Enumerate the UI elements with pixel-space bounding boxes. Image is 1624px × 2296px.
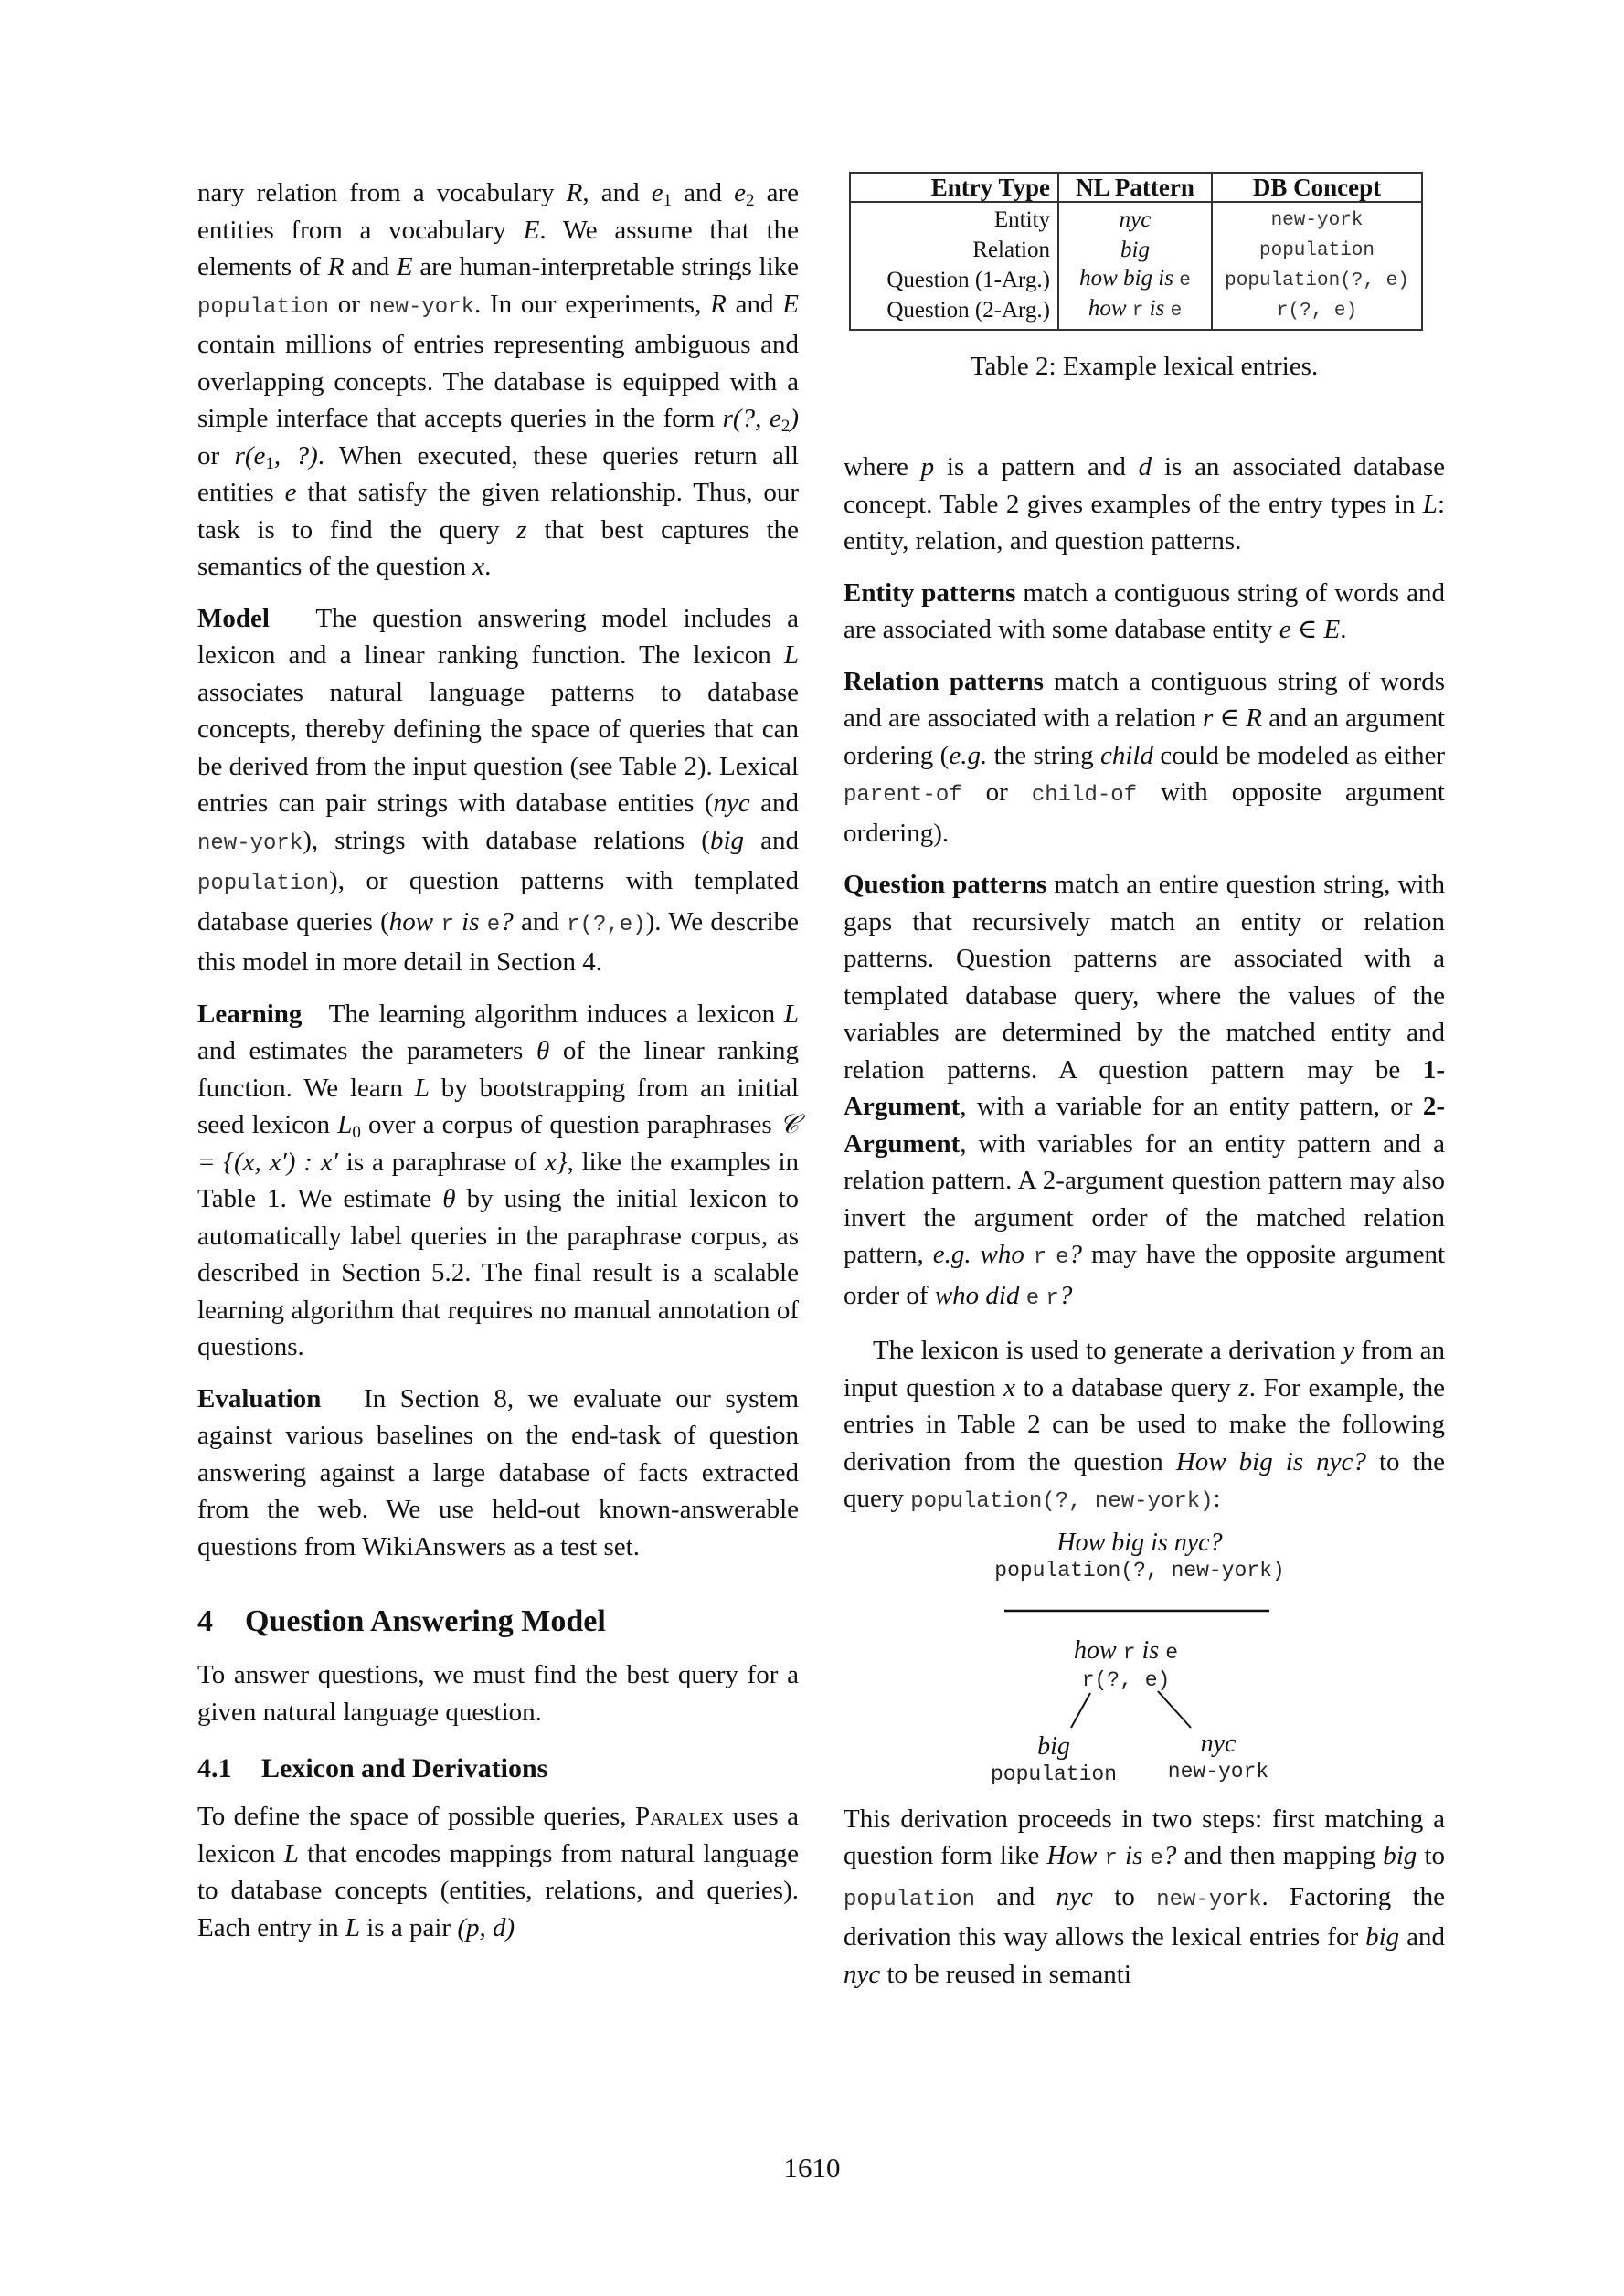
math-query: , ?): [273, 440, 318, 471]
text: is a pair: [360, 1912, 458, 1942]
subscript: 1: [663, 191, 673, 210]
italic-term: how: [1074, 1635, 1117, 1665]
code-term: r: [1046, 1286, 1059, 1311]
text: that best captures the semantics of the question: [197, 514, 799, 581]
entity-patterns-paragraph: [844, 575, 1445, 649]
where-paragraph: [844, 449, 1445, 560]
text: to: [1417, 1841, 1446, 1870]
paragraph-heading: Entity patterns: [844, 577, 1016, 608]
code-term: e: [1150, 1846, 1163, 1871]
text: This derivation proceeds in two steps: first matching a question form like: [844, 1804, 1445, 1870]
text: , with a variable for an entity pattern, or: [960, 1092, 1423, 1121]
table-row: [850, 235, 1422, 265]
text: of the linear ranking function. We learn: [197, 1036, 800, 1103]
code-term: child-of: [1031, 783, 1138, 808]
subsection-heading: [197, 1751, 799, 1787]
text: , with variables for an entity pattern and a relation pattern. A 2-argument question pattern may also invert the argument order of the matched relation pattern,: [844, 1128, 1445, 1269]
italic-term: is: [462, 906, 480, 936]
italic-term: is: [1125, 1841, 1143, 1870]
italic-term: e.g.: [949, 740, 988, 770]
italic-term: child: [1100, 740, 1153, 770]
relation-patterns-paragraph: [844, 663, 1445, 852]
db-concept-cell: [1212, 202, 1422, 235]
learning-paragraph: [197, 996, 799, 1366]
nl-pattern-variable: e: [1179, 270, 1191, 291]
derivation-nl: big: [1037, 1731, 1070, 1761]
db-concept-cell: [1212, 235, 1422, 265]
italic-term: ?: [500, 906, 514, 936]
text: match an entire question string, with gaps that recursively match an entity or relation patterns. Question patterns are associated with a templated database query, where the values of the variables are determined by the matched entity and relation patterns. A question pattern may be: [844, 870, 1445, 1085]
italic-term: nyc: [713, 788, 750, 818]
italic-term: ?: [1162, 1841, 1177, 1870]
section-number: 4: [197, 1604, 213, 1638]
math-L: L: [414, 1073, 430, 1103]
math-p: p: [920, 452, 935, 481]
nl-pattern-variable: r: [1131, 301, 1144, 322]
math-expression: r ∈ R: [1203, 704, 1262, 733]
nl-pattern-cell: [1058, 295, 1212, 330]
text: , and: [582, 178, 652, 207]
code-term: e: [1056, 1245, 1069, 1270]
right-column: [844, 449, 1445, 1993]
section-intro-paragraph: To answer questions, we must find the best query for a given natural language question.: [197, 1660, 799, 1727]
column-header: DB Concept: [1212, 173, 1422, 202]
text: and: [513, 906, 568, 936]
lexicon-derivation-paragraph: [844, 1332, 1445, 1521]
column-header: Entry Type: [850, 173, 1058, 202]
text: : entity, relation, and question patterns.: [844, 489, 1445, 555]
italic-term: How big is nyc?: [1175, 1446, 1366, 1476]
db-concept: population(?, e): [1225, 270, 1409, 291]
italic-term: how: [388, 906, 434, 936]
evaluation-paragraph: [197, 1381, 799, 1566]
math-d: d: [1138, 452, 1152, 481]
italic-term: nyc: [1056, 1881, 1093, 1911]
text: with opposite argument ordering).: [844, 778, 1445, 848]
text: . For example, the entries in Table 2 can be used to make the following derivation from the question: [844, 1372, 1445, 1476]
text: to: [1092, 1881, 1157, 1911]
entry-type-cell: Question (1-Arg.): [886, 267, 1050, 292]
page-number: 1610: [783, 2152, 841, 2184]
paragraph-heading: Evaluation: [197, 1383, 322, 1413]
model-paragraph: [197, 600, 799, 981]
nl-pattern-cell: [1058, 202, 1212, 235]
text: to the query: [844, 1446, 1445, 1513]
math-L: L: [345, 1912, 360, 1942]
text: contain millions of entries representing ambiguous and overlapping concepts. The database is equipped with a simple interface that accepts queries in the form: [197, 330, 799, 433]
text: from an input question: [844, 1336, 1445, 1402]
code-term: population: [844, 1887, 976, 1912]
code-term: parent-of: [844, 783, 962, 808]
code-term: population: [197, 872, 330, 896]
code-term: e: [486, 912, 501, 937]
nl-pattern-cell: [1058, 235, 1212, 265]
derivation-nl: nyc: [1200, 1729, 1237, 1758]
table-row: [850, 295, 1422, 330]
code-term: new-york: [368, 294, 474, 320]
math-expression: e ∈ E: [1279, 615, 1341, 644]
derivation-relation-node: [985, 1732, 1122, 1787]
math-query: r(?, e: [722, 404, 781, 433]
italic-term: nyc: [844, 1959, 881, 1989]
math-R: R: [327, 252, 345, 281]
text: are human-interpretable strings like: [412, 252, 800, 281]
math-x: x: [1003, 1372, 1015, 1402]
entry-type-cell: Entity: [993, 206, 1050, 232]
text: ), or question patterns with templated database queries (: [197, 866, 799, 936]
math-x-prime: x′: [320, 1147, 338, 1177]
text: to be reused in semanti: [880, 1959, 1131, 1989]
text: To define the space of possible queries,: [197, 1802, 635, 1831]
section-heading: [197, 1602, 799, 1642]
nl-pattern-variable: e: [1170, 301, 1183, 322]
db-concept-cell: [1212, 295, 1422, 330]
math-x: x}: [545, 1147, 568, 1177]
math-pair: (p, d): [457, 1912, 515, 1942]
paragraph-heading: Question patterns: [844, 870, 1047, 899]
math-e: e: [734, 178, 746, 207]
text: .: [1340, 615, 1347, 644]
text: :: [1213, 1484, 1221, 1513]
code-term: r(?,e): [567, 912, 646, 937]
text: . When executed, these queries return all entities: [197, 440, 799, 507]
math-theta: θ: [442, 1184, 456, 1213]
code-term: r: [1122, 1640, 1136, 1665]
text: or: [329, 289, 369, 319]
entry-type-cell: Question (2-Arg.): [886, 297, 1050, 323]
math-e: e: [651, 178, 663, 207]
math-y: y: [1343, 1336, 1355, 1365]
bold-term: 2-Argument: [844, 1092, 1445, 1159]
bold-term: 1-Argument: [844, 1054, 1445, 1121]
nl-pattern: how: [1088, 296, 1127, 321]
text: that satisfy the given relationship. Thus, our task is to find the query: [197, 478, 799, 545]
text: is an associated database concept. Table 2 gives examples of the entry types in: [844, 452, 1446, 519]
paragraph-heading: Model: [197, 603, 270, 633]
section-title: Question Answering Model: [245, 1604, 606, 1638]
italic-term: ?: [1068, 1240, 1083, 1269]
subscript: 2: [746, 191, 755, 210]
math-query: ): [790, 404, 799, 433]
text: and: [726, 289, 783, 319]
nl-pattern: is: [1149, 296, 1165, 321]
text: by bootstrapping from an initial seed lexicon: [197, 1073, 800, 1139]
text: and then mapping: [1176, 1841, 1384, 1870]
paragraph-heading: Learning: [197, 999, 303, 1029]
text: to a database query: [1015, 1372, 1239, 1402]
text: The lexicon is used to generate a derivation: [873, 1336, 1343, 1365]
math-z: z: [516, 514, 527, 545]
derivation-nl: How big is nyc?: [1056, 1528, 1223, 1557]
code-term: population: [197, 294, 330, 320]
text: the string: [987, 740, 1100, 770]
text: uses a lexicon: [197, 1802, 799, 1868]
subscript: 1: [265, 453, 274, 473]
text: and: [749, 788, 799, 818]
math-L: L: [1422, 489, 1438, 519]
math-E: E: [396, 252, 413, 281]
text: may have the opposite argument order of: [844, 1240, 1446, 1310]
lexicon-paragraph: [197, 1798, 799, 1946]
code-term: e: [1025, 1286, 1040, 1311]
subsection-number: 4.1: [197, 1753, 232, 1783]
derivation-query: new-york: [1167, 1759, 1269, 1783]
text: associates natural language patterns to database concepts, thereby defining the space of queries that can be derived from the input question (see Table 2). Lexical entries can pair strings with database entities (: [197, 677, 799, 818]
code-term: new-york: [1156, 1887, 1262, 1912]
text: could be modeled as either: [1153, 740, 1445, 770]
italic-term: is: [1141, 1635, 1160, 1665]
derivation-root-node: [961, 1529, 1318, 1583]
math-z: z: [1238, 1372, 1249, 1402]
text: . We assume that the elements of: [197, 215, 799, 281]
text: .: [484, 552, 492, 581]
text: nary relation from a vocabulary: [197, 178, 567, 207]
text: match a contiguous string of words and are associated with a relation: [844, 666, 1445, 733]
text: are entities from a vocabulary: [197, 178, 799, 245]
text: and: [975, 1881, 1056, 1911]
text: , like the examples in Table 1. We estimate: [197, 1147, 800, 1213]
math-x: x: [472, 552, 485, 581]
math-L0: L: [337, 1110, 353, 1139]
code-term: e: [1165, 1640, 1178, 1665]
lexical-entries-table: [849, 172, 1423, 331]
text: and: [672, 178, 735, 207]
nl-pattern: big: [1120, 237, 1150, 262]
text: . In our experiments,: [473, 289, 711, 319]
italic-term: who did: [934, 1280, 1020, 1310]
text: and: [1399, 1922, 1445, 1952]
table-row: [850, 265, 1422, 295]
text: ). We describe this model in more detail in Section 4.: [197, 906, 800, 977]
intro-paragraph: [197, 175, 799, 586]
subscript: 2: [780, 417, 791, 436]
paragraph-heading: Relation patterns: [844, 666, 1044, 696]
table-header-row: [850, 173, 1422, 202]
table-row: [850, 202, 1422, 235]
code-term: r: [1104, 1846, 1118, 1871]
text: over a corpus of question paraphrases: [360, 1110, 780, 1139]
italic-term: e.g.: [932, 1240, 971, 1269]
code-term: r: [440, 912, 454, 937]
code-term: new-york: [197, 831, 303, 856]
math-L: L: [783, 999, 799, 1029]
left-column: [197, 175, 799, 1946]
text: ), strings with database relations (: [303, 825, 710, 855]
question-patterns-paragraph: [844, 866, 1445, 1317]
entry-type-cell: Relation: [972, 237, 1050, 262]
text: match a contiguous string of words and are associated with some database entity: [844, 577, 1445, 644]
text: and estimates the parameters: [197, 1036, 536, 1065]
math-corpus: 𝒞 = {(x, x′) :: [197, 1110, 800, 1177]
math-L: L: [783, 640, 799, 670]
italic-term: big: [1365, 1922, 1400, 1952]
italic-term: who: [980, 1240, 1024, 1269]
text: by using the initial lexicon to automatically label queries in the paraphrase corpus, as described in Section 5.2. The final result is a scalable learning algorithm that requires no manual annotation of questions.: [197, 1184, 800, 1361]
derivation-question-node: [1035, 1636, 1217, 1693]
text: The learning algorithm induces a lexicon: [328, 999, 784, 1029]
text: and: [344, 252, 397, 281]
nl-pattern: how big is: [1079, 266, 1173, 291]
math-E: E: [523, 215, 540, 245]
math-R: R: [710, 289, 727, 319]
text: where: [844, 452, 921, 481]
text: and: [744, 825, 800, 855]
derivation-query: r(?, e): [1081, 1667, 1171, 1692]
db-concept: r(?, e): [1276, 301, 1358, 322]
nl-pattern-cell: [1058, 265, 1212, 295]
nl-pattern: nyc: [1119, 206, 1152, 232]
text: is a pattern and: [934, 452, 1139, 481]
text: . Factoring the derivation this way allows the lexical entries for: [844, 1881, 1446, 1952]
text: or: [961, 778, 1032, 807]
code-term: r: [1033, 1245, 1047, 1270]
math-L: L: [283, 1838, 299, 1868]
subsection-title: Lexicon and Derivations: [261, 1753, 548, 1783]
text: and an argument ordering (: [844, 704, 1445, 770]
math-R: R: [566, 178, 583, 207]
code-term: population(?, new-york): [910, 1489, 1214, 1514]
subscript: 0: [352, 1123, 361, 1142]
text: that encodes mappings from natural language to database concepts (entities, relations, and queries). Each entry in: [197, 1838, 799, 1942]
db-concept: population: [1258, 240, 1375, 261]
italic-term: big: [709, 825, 745, 855]
db-concept-cell: [1212, 265, 1422, 295]
db-concept: new-york: [1270, 210, 1364, 231]
system-name: Paralex: [635, 1802, 725, 1831]
math-e: e: [284, 478, 297, 507]
math-theta: θ: [536, 1036, 550, 1065]
italic-term: ?: [1058, 1280, 1073, 1310]
italic-term: big: [1383, 1841, 1417, 1870]
derivation-query: population(?, new-york): [994, 1558, 1285, 1582]
two-steps-paragraph: [844, 1801, 1445, 1994]
math-query: r(e: [234, 440, 266, 471]
column-header: NL Pattern: [1058, 173, 1212, 202]
table-caption: Table 2: Example lexical entries.: [970, 352, 1319, 381]
text: is a paraphrase of: [337, 1147, 546, 1177]
text: The question answering model includes a lexicon and a linear ranking function. The lexicon: [197, 603, 800, 670]
derivation-query: population: [990, 1762, 1118, 1786]
math-E: E: [782, 289, 799, 319]
derivation-figure: [844, 1527, 1445, 1801]
derivation-entity-node: [1154, 1730, 1282, 1784]
text: In Section 8, we evaluate our system against various baselines on the end-task of question answering against a large database of facts extracted from the web. We use held-out known-answerable questions from WikiAnswers as a test set.: [197, 1383, 799, 1561]
italic-term: How: [1046, 1841, 1098, 1870]
text: or: [197, 440, 235, 471]
derivation-nl: [1035, 1636, 1217, 1667]
